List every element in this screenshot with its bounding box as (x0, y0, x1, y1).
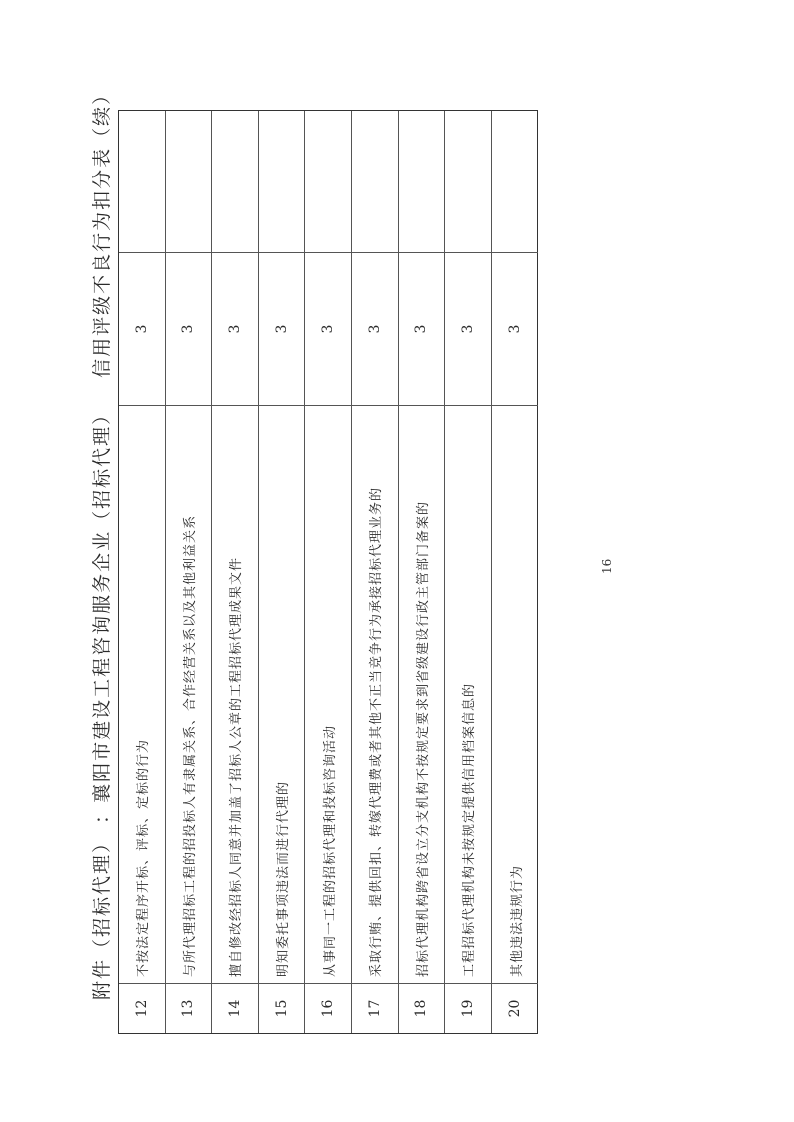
row-description: 其他违法违规行为 (492, 405, 539, 983)
row-score: 3 (492, 252, 539, 405)
table-row (166, 111, 213, 1033)
row-description: 擅自修改经招标人同意并加盖了招标人公章的工程招标代理成果文件 (212, 405, 258, 983)
row-empty-cell (259, 112, 305, 252)
row-empty-cell (352, 112, 398, 252)
row-number: 16 (305, 983, 351, 1033)
title-suffix: 信用评级不良行为扣分表（续） (91, 83, 113, 378)
table-row (212, 111, 259, 1033)
row-score: 3 (166, 252, 212, 405)
table-row (492, 111, 539, 1033)
row-score: 3 (445, 252, 491, 405)
table-row (399, 111, 446, 1033)
table-row (352, 111, 399, 1033)
row-number: 15 (259, 983, 305, 1033)
row-number: 20 (492, 983, 539, 1033)
title-main: ：襄阳市建设工程咨询服务企业（招标代理） (91, 403, 113, 824)
row-empty-cell (305, 112, 351, 252)
row-number: 17 (352, 983, 398, 1033)
row-number: 19 (445, 983, 491, 1033)
row-number: 13 (166, 983, 212, 1033)
row-empty-cell (492, 112, 539, 252)
row-score: 3 (259, 252, 305, 405)
row-score: 3 (212, 252, 258, 405)
table-row (445, 111, 492, 1033)
row-empty-cell (119, 112, 165, 252)
row-score: 3 (399, 252, 445, 405)
row-empty-cell (212, 112, 258, 252)
row-description: 采取行贿、提供回扣、转嫁代理费或者其他不正当竞争行为承接招标代理业务的 (352, 405, 398, 983)
title-prefix: 附件（招标代理） (91, 831, 113, 1000)
row-empty-cell (445, 112, 491, 252)
row-score: 3 (119, 252, 165, 405)
table-row (305, 111, 352, 1033)
table-row (259, 111, 306, 1033)
row-empty-cell (166, 112, 212, 252)
row-number: 12 (119, 983, 165, 1033)
row-description: 从事同一工程的招标代理和投标咨询活动 (305, 405, 351, 983)
row-number: 18 (399, 983, 445, 1033)
row-description: 工程招标代理机构未按规定提供信用档案信息的 (445, 405, 491, 983)
row-empty-cell (399, 112, 445, 252)
row-number: 14 (212, 983, 258, 1033)
row-description: 与所代理招标工程的招投标人有隶属关系、合作经营关系以及其他利益关系 (166, 405, 212, 983)
row-description: 明知委托事项违法而进行代理的 (259, 405, 305, 983)
row-score: 3 (305, 252, 351, 405)
row-description: 招标代理机构跨省设立分支机构不按规定要求到省级建设行政主管部门备案的 (399, 405, 445, 983)
table-row (119, 111, 166, 1033)
page-number: 16 (600, 558, 614, 574)
row-score: 3 (352, 252, 398, 405)
page-title (82, 83, 122, 1000)
penalty-table (118, 110, 538, 1034)
row-description: 不按法定程序开标、评标、定标的行为 (119, 405, 165, 983)
